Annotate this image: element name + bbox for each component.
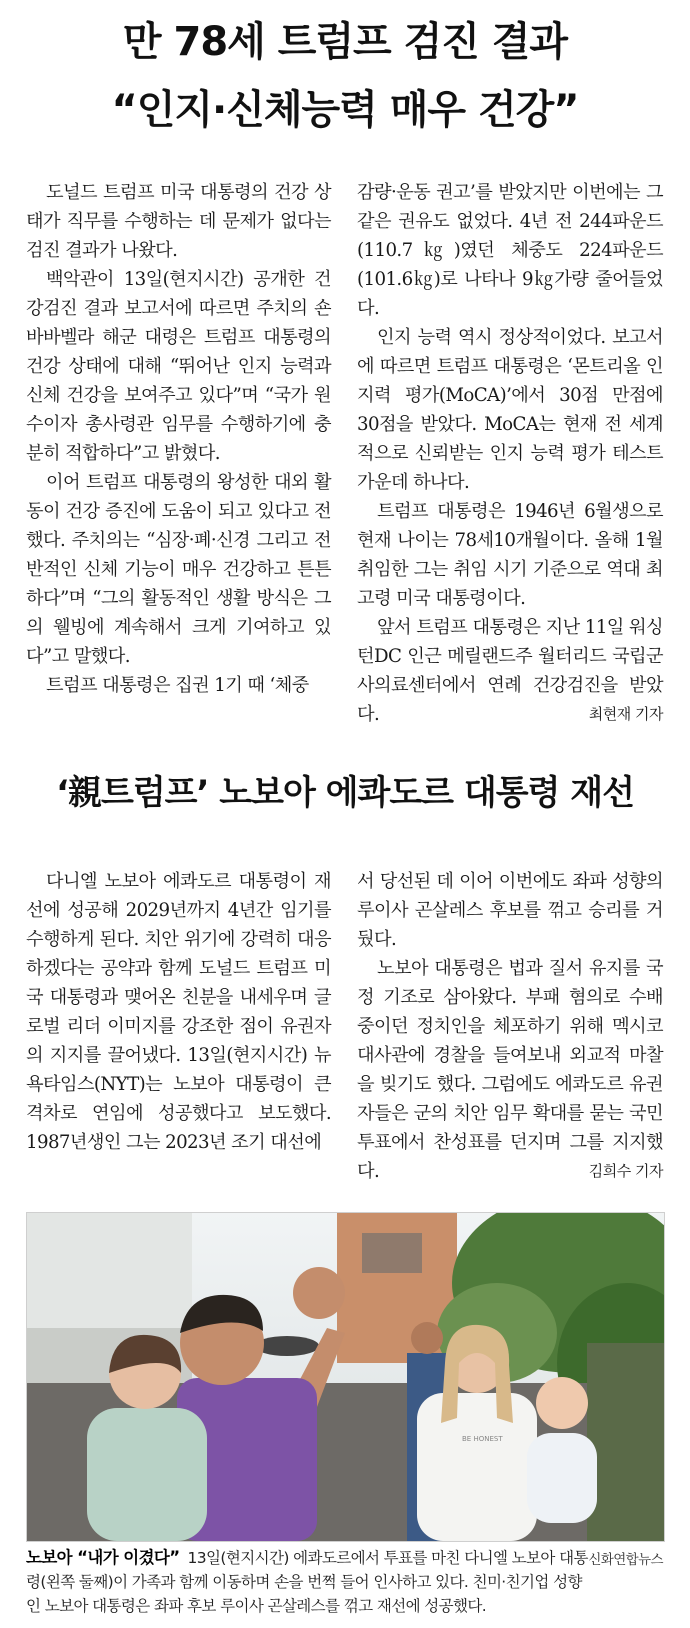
baby-head	[536, 1377, 588, 1429]
caption-lead: 노보아 “내가 이겼다”	[26, 1548, 180, 1567]
paragraph: 트럼프 대통령은 집권 1기 때 ‘체중	[46, 675, 309, 696]
umbrella	[255, 1336, 319, 1356]
bystander-head	[411, 1322, 443, 1354]
article2-column1	[26, 867, 331, 1157]
soldier	[587, 1343, 664, 1541]
article1-column1	[26, 178, 331, 700]
paragraph-text: 앞서 트럼프 대통령은 지난 11일 워싱턴DC 인근 메릴랜드주 월터리드 국립군사의료센터에서 연례 건강검진을 받았다.	[357, 617, 663, 725]
paragraph-continued: 감량·운동 권고’를 받았지만 이번에는 그 같은 권유도 없었다. 4년 전 244파운드(110.7㎏)였던 체중도 224파운드(101.6㎏)로 나타나 9㎏가량 줄어들었다.	[357, 182, 663, 319]
paragraph-last	[357, 954, 663, 1186]
headline-line2: “인지·신체능력 매우 건강”	[111, 87, 579, 133]
photo-caption	[26, 1546, 663, 1618]
byline: 김희수 기자	[588, 1162, 663, 1180]
paragraph: 이어 트럼프 대통령의 왕성한 대외 활동이 건강 증진에 도움이 되고 있다고 전했다. 주치의는 “심장·폐·신경 그리고 전반적인 신체 기능이 매우 건강하고 튼튼하다”며 “그의 활동적인 생활 방식은 그의 웰빙에 계속해서 크게 기여하고 있다”고 말했다.	[26, 472, 331, 667]
paragraph-last	[357, 613, 663, 729]
article2-column2	[357, 867, 663, 1186]
article1-column2	[357, 178, 663, 729]
caption-text: 13일(현지시간) 에콰도르에서 투표를 마친 다니엘 노보아 대통령(왼쪽 둘째)이 가족과 함께 이동하며 손을 번쩍 들어 인사하고 있다. 친미·친기업 성향인 노보아 대통령은 좌파 후보 루이사 곤살레스를 꺾고 재선에 성공했다.	[26, 1549, 588, 1615]
raised-fist	[293, 1267, 345, 1319]
paragraph: 도널드 트럼프 미국 대통령의 건강 상태가 직무를 수행하는 데 문제가 없다는 검진 결과가 나왔다.	[26, 182, 331, 261]
window	[362, 1233, 422, 1273]
paragraph-text: 노보아 대통령은 법과 질서 유지를 국정 기조로 삼아왔다. 부패 혐의로 수배 중이던 정치인을 체포하기 위해 멕시코대사관에 경찰을 들여보내 외교적 마찰을 빚기도 했다. 그럼에도 에콰도르 유권자들은 군의 치안 임무 확대를 묻는 국민투표에서 찬성표를 던지며 그를 지지했다.	[357, 958, 663, 1182]
child-dress	[87, 1408, 207, 1541]
headline-line1: 만 78세 트럼프 검진 결과	[122, 19, 568, 65]
paragraph: 인지 능력 역시 정상적이었다. 보고서에 따르면 트럼프 대통령은 ‘몬트리올 인지력 평가(MoCA)’에서 30점 만점에 30점을 받았다. MoCA는 현재 전 세계적으로 신뢰받는 인지 능력 평가 테스트 가운데 하나다.	[357, 327, 663, 493]
paragraph: 다니엘 노보아 에콰도르 대통령이 재선에 성공해 2029년까지 4년간 임기를 수행하게 된다. 치안 위기에 강력히 대응하겠다는 공약과 함께 도널드 트럼프 미국 대통령과 맺어온 친분을 내세우며 글로벌 리더 이미지를 강조한 점이 유권자의 지지를 끌어냈다. 13일(현지시간) 뉴욕타임스(NYT)는 노보아 대통령이 큰 격차로 연임에 성공했다고 보도했다. 1987년생인 그는 2023년 조기 대선에	[26, 871, 331, 1153]
news-photo	[26, 1212, 665, 1542]
paragraph: 트럼프 대통령은 1946년 6월생으로 현재 나이는 78세10개월이다. 올해 1월 취임한 그는 취임 시기 기준으로 역대 최고령 미국 대통령이다.	[357, 501, 663, 609]
photo-illustration	[27, 1213, 664, 1541]
shirt-text: BE HONEST	[462, 1435, 503, 1443]
paragraph-continued: 서 당선된 데 이어 이번에도 좌파 성향의 루이사 곤살레스 후보를 꺾고 승리를 거뒀다.	[357, 871, 663, 950]
paragraph: 백악관이 13일(현지시간) 공개한 건강검진 결과 보고서에 따르면 주치의 숀 바바벨라 해군 대령은 트럼프 대통령의 건강 상태에 대해 “뛰어난 인지 능력과 신체 건강을 보여주고 있다”며 “국가 원수이자 총사령관 임무를 수행하기에 충분히 적합하다”고 밝혔다.	[26, 269, 331, 464]
jacket	[417, 1393, 537, 1541]
headline-article2: ‘親트럼프’ 노보아 에콰도르 대통령 재선	[56, 773, 634, 813]
photo-credit: 신화연합뉴스	[588, 1552, 663, 1568]
baby-body	[527, 1433, 597, 1523]
byline: 최현재 기자	[588, 705, 663, 723]
